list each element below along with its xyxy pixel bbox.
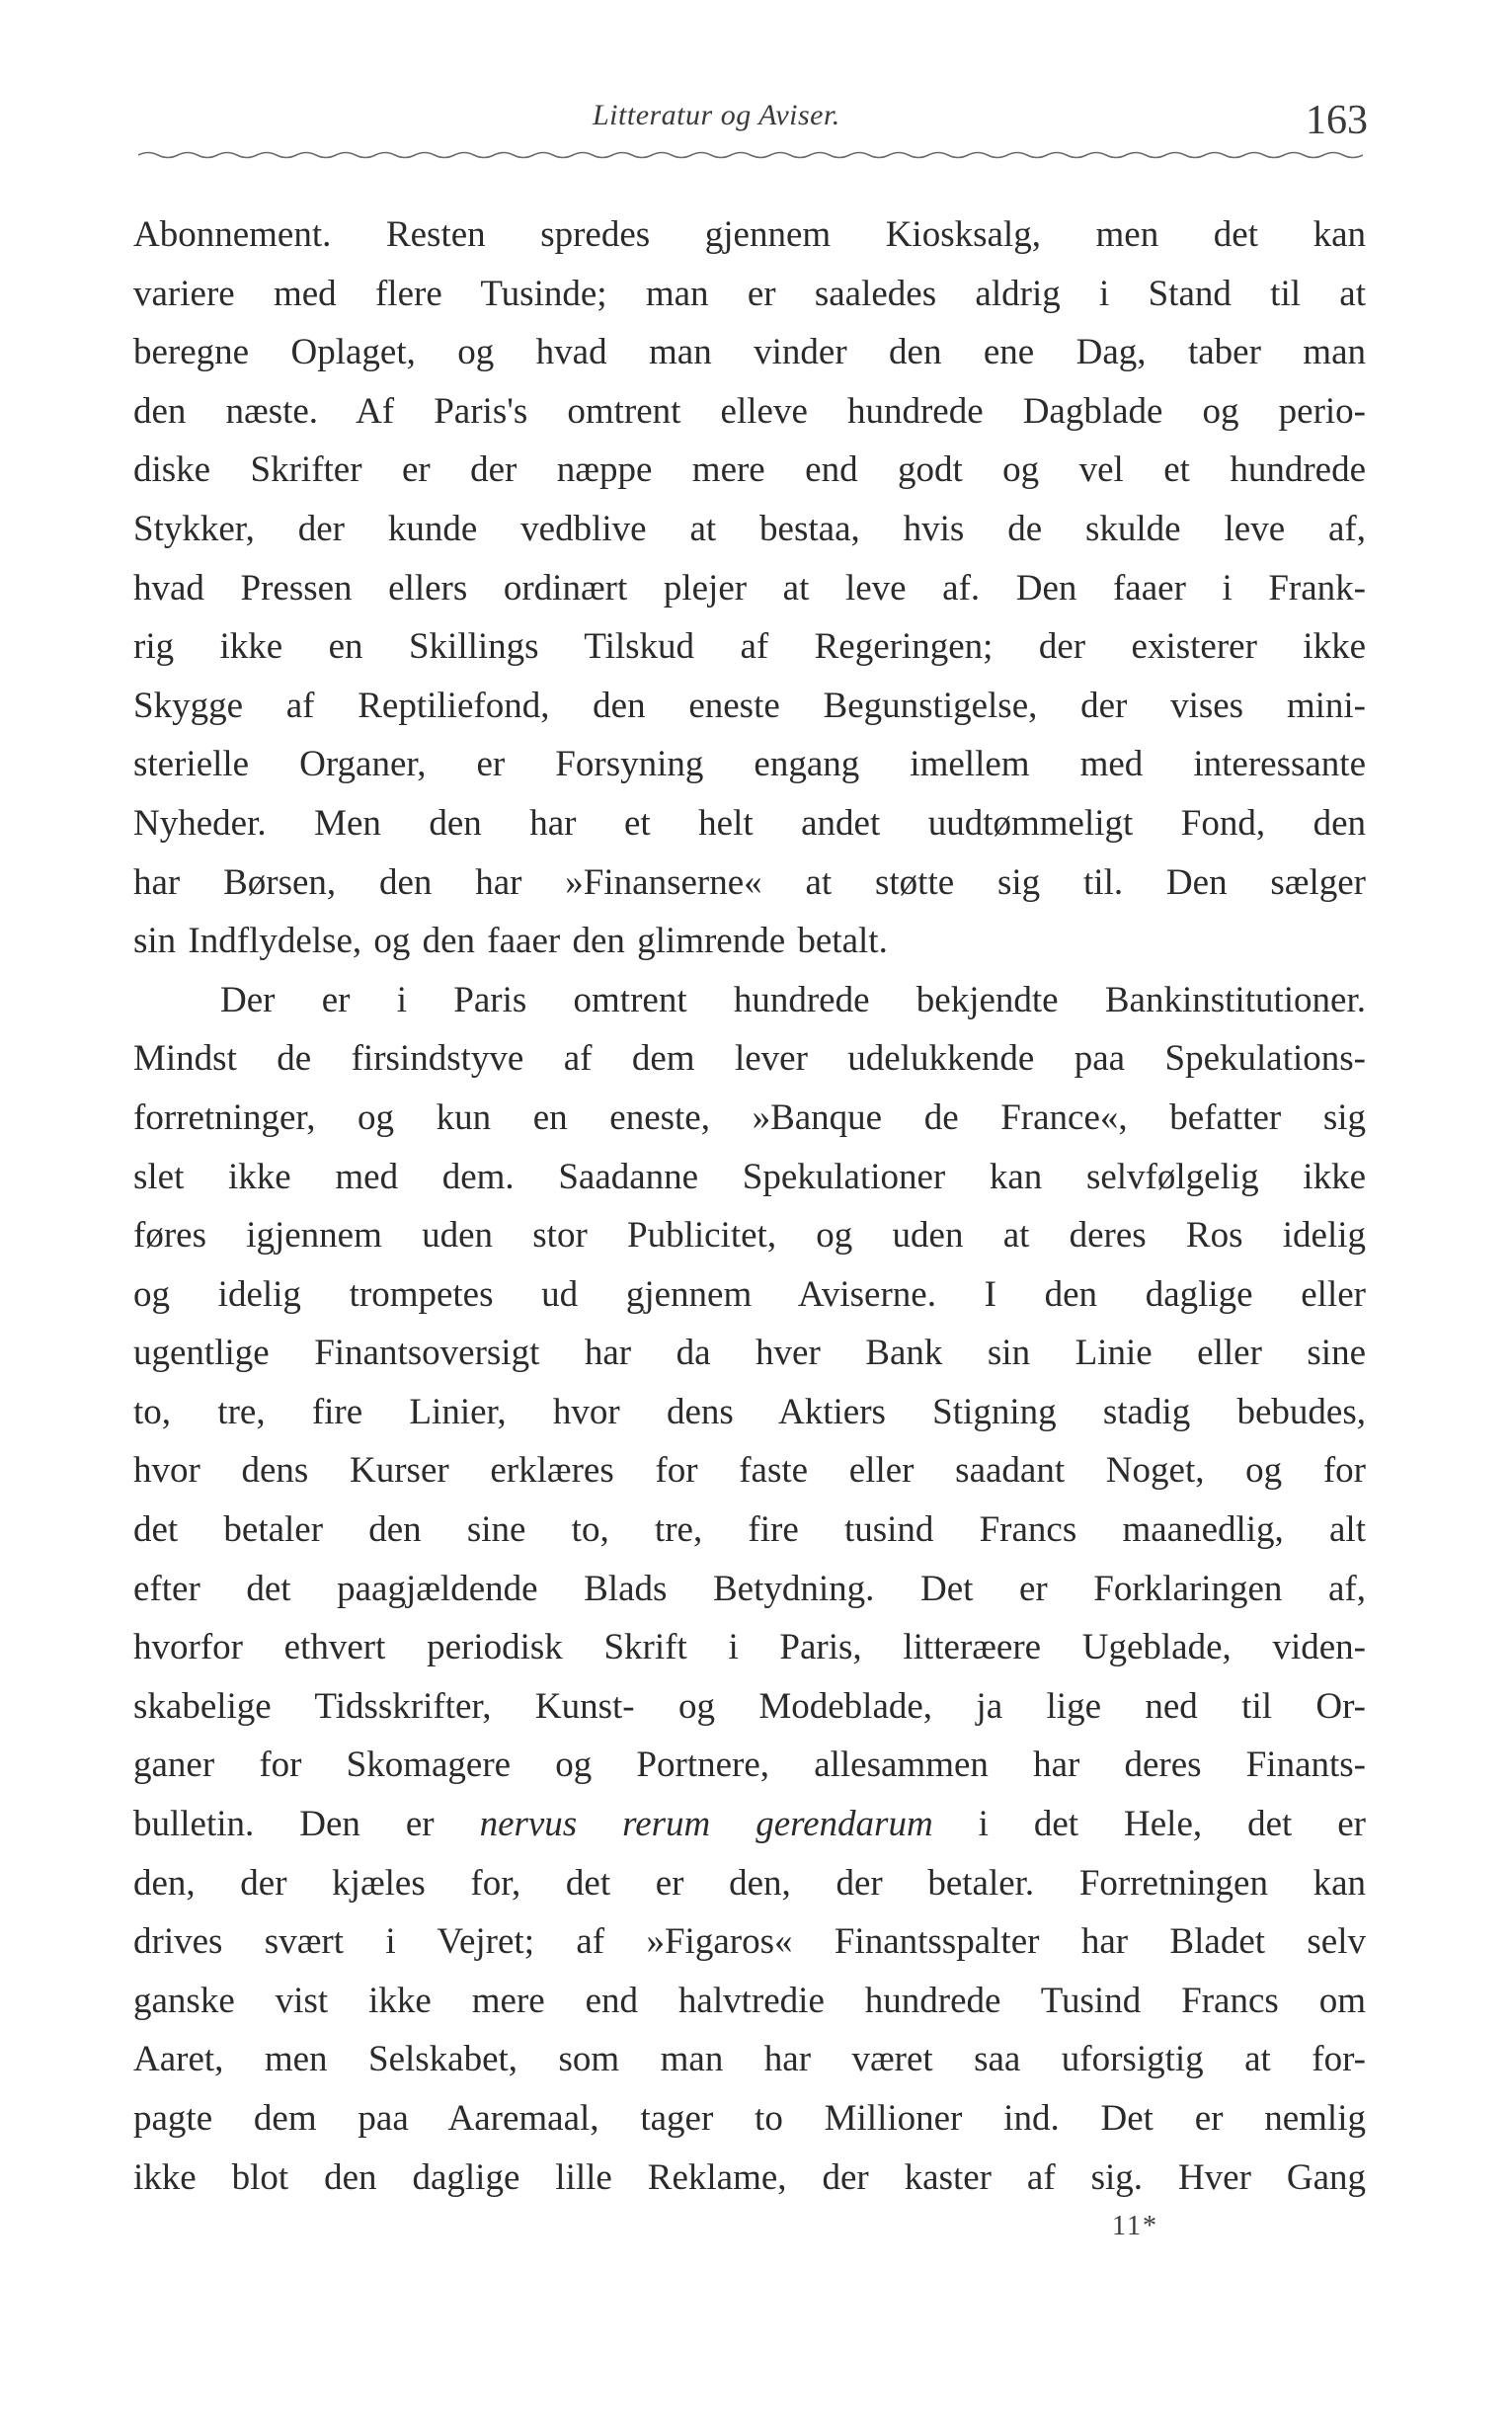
text-line: Mindst de firsindstyve af dem lever udelukkende paa Spekulations-: [133, 1038, 1366, 1080]
text-line: har Børsen, den har »Finanserne« at støtte sig til. Den sælger: [133, 861, 1366, 903]
text-line: den næste. Af Paris's omtrent elleve hundrede Dagblade og perio-: [133, 390, 1366, 432]
text-line: ganske vist ikke mere end halvtredie hundrede Tusind Francs om: [133, 1980, 1366, 2021]
text-line: drives svært i Vejret; af »Figaros« Finantsspalter har Bladet selv: [133, 1921, 1366, 1963]
text-line: beregne Oplaget, og hvad man vinder den ene Dag, taber man: [133, 332, 1366, 373]
text-line: rig ikke en Skillings Tilskud af Regeringen; der existerer ikke: [133, 626, 1366, 668]
body-text: [133, 205, 1366, 2207]
text-line: og idelig trompetes ud gjennem Aviserne. I den daglige eller: [133, 1273, 1366, 1315]
text-line: Der er i Paris omtrent hundrede bekjendte Bankinstitutioner.: [220, 979, 1366, 1020]
text-line: Aaret, men Selskabet, som man har været saa uforsigtig at for-: [133, 2039, 1366, 2080]
latin-phrase: nervus rerum gerendarum: [479, 1804, 933, 1845]
text-line: sterielle Organer, er Forsyning engang imellem med interessante: [133, 744, 1366, 785]
text-line: Stykker, der kunde vedblive at bestaa, hvis de skulde leve af,: [133, 508, 1366, 549]
text-line: efter det paagjældende Blads Betydning. Det er Forklaringen af,: [133, 1568, 1366, 1609]
text-segment: i det Hele, det er: [932, 1804, 1366, 1845]
text-line: sin Indflydelse, og den faaer den glimrende betalt.: [133, 921, 888, 962]
text-line: Nyheder. Men den har et helt andet uudtømmeligt Fond, den: [133, 802, 1366, 844]
text-line: variere med flere Tusinde; man er saaledes aldrig i Stand til at: [133, 273, 1366, 314]
text-line: diske Skrifter er der næppe mere end godt og vel et hundrede: [133, 449, 1366, 491]
text-line: den, der kjæles for, det er den, der betaler. Forretningen kan: [133, 1862, 1366, 1904]
text-line: pagte dem paa Aaremaal, tager to Millioner ind. Det er nemlig: [133, 2098, 1366, 2139]
text-line: skabelige Tidsskrifter, Kunst- og Modeblade, ja lige ned til Or-: [133, 1685, 1366, 1727]
signature-mark: 11*: [1112, 2211, 1158, 2241]
text-line: hvorfor ethvert periodisk Skrift i Paris, litteræere Ugeblade, viden-: [133, 1627, 1366, 1668]
text-line: hvad Pressen ellers ordinært plejer at leve af. Den faaer i Frank-: [133, 567, 1366, 609]
text-line: forretninger, og kun en eneste, »Banque de France«, befatter sig: [133, 1096, 1366, 1138]
text-line: hvor dens Kurser erklæres for faste eller saadant Noget, og for: [133, 1450, 1366, 1492]
text-segment: bulletin. Den er: [133, 1804, 480, 1845]
text-line: Abonnement. Resten spredes gjennem Kiosksalg, men det kan: [133, 214, 1366, 255]
text-line: det betaler den sine to, tre, fire tusind Francs maanedlig, alt: [133, 1509, 1366, 1551]
text-line: ikke blot den daglige lille Reklame, der kaster af sig. Hver Gang: [133, 2156, 1366, 2198]
text-line-with-italic: [133, 1795, 1366, 1854]
text-line: to, tre, fire Linier, hvor dens Aktiers Stigning stadig bebudes,: [133, 1391, 1366, 1432]
text-line: ganer for Skomagere og Portnere, allesammen har deres Finants-: [133, 1745, 1366, 1786]
text-line: Skygge af Reptiliefond, den eneste Begunstigelse, der vises mini-: [133, 685, 1366, 726]
text-line: føres igjennem uden stor Publicitet, og uden at deres Ros idelig: [133, 1215, 1366, 1257]
text-line: slet ikke med dem. Saadanne Spekulationer kan selvfølgelig ikke: [133, 1156, 1366, 1197]
decorative-wavy-rule: [138, 148, 1363, 162]
page-number: 163: [1306, 98, 1368, 143]
running-title: Litteratur og Aviser.: [593, 99, 840, 131]
text-line: ugentlige Finantsoversigt har da hver Bank sin Linie eller sine: [133, 1333, 1366, 1374]
